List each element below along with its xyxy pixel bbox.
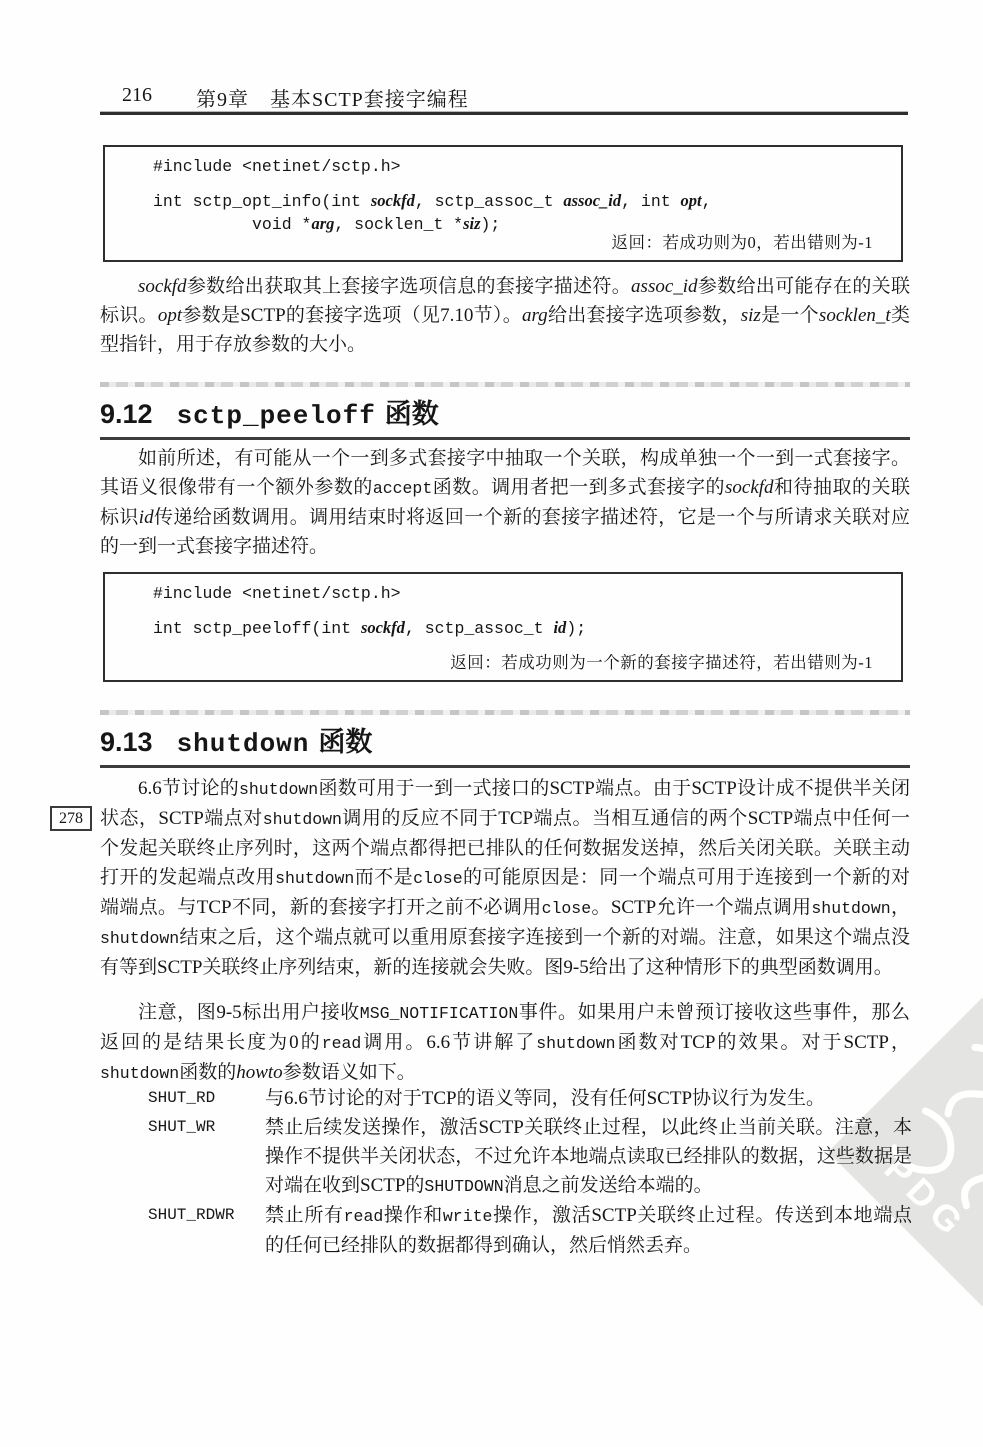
code-line: [153, 178, 901, 190]
text-segment: read: [321, 1034, 362, 1053]
text-segment: , int: [621, 192, 681, 211]
text-segment: siz: [740, 305, 761, 326]
text-segment: 参数是SCTP的套接字选项（见7.10节）。: [182, 305, 522, 326]
text-segment: sockfd: [360, 618, 405, 637]
text-segment: 参数语义如下。: [282, 1062, 416, 1083]
section-title-cn: 函数: [318, 727, 373, 757]
text-segment: opt: [157, 305, 183, 326]
text-segment: id: [553, 618, 567, 637]
text-segment: shutdown: [536, 1034, 616, 1053]
definition-text: [265, 1113, 912, 1201]
text-segment: arg: [311, 214, 335, 233]
return-note: 返回：若成功则为0，若出错则为-1: [611, 233, 873, 252]
heading-underline: [100, 765, 910, 768]
text-segment: 禁止所有: [265, 1205, 344, 1226]
sctp-peeloff-prototype-box: [103, 572, 903, 682]
text-segment: 函数对TCP的效果。对于SCTP，: [615, 1032, 910, 1053]
text-segment: 函数。调用者把一到多式套接字的: [432, 477, 726, 498]
text-segment: 和待抽取的关联标识: [100, 477, 910, 528]
text-segment: 事件。如果用户未曾预订接收这些事件，那么返回的是结果长度为0的: [100, 1002, 910, 1053]
text-segment: 是一个: [760, 305, 819, 326]
text-segment: arg: [521, 305, 548, 326]
text-segment: 类型指针，用于存放参数的大小。: [100, 305, 910, 355]
definition-term: SHUT_WR: [148, 1118, 216, 1136]
section-heading-9-12: [100, 382, 910, 440]
text-segment: socklen_t: [818, 305, 891, 326]
code-line: [153, 617, 901, 640]
code-line: [153, 156, 901, 178]
text-segment: 传递给函数调用。调用结束时将返回一个新的套接字描述符，它是一个与所请求关联对应的一到一式套接字描述符。: [100, 507, 910, 557]
text-segment: 结束之后，这个端点就可以重用原套接字连接到一个新的对端。注意，如果这个端点没有等到SCTP关联终止序列结束，新的连接就会失败。图9-5给出了这种情形下的典型函数调用。: [100, 927, 910, 978]
text-segment: assoc_id: [631, 276, 698, 297]
text-segment: , sctp_assoc_t: [414, 192, 564, 211]
text-segment: 调用的反应不同于TCP端点。当相互通信的两个SCTP端点中任何一个发起关联终止序列时，这两个端点都得把已排队的任何数据发送掉，然后关闭关联。关联主动打开的发起端点改用: [100, 808, 910, 888]
paragraph-sctp-opt-info: [100, 272, 910, 359]
return-note: 返回：若成功则为一个新的套接字描述符，若出错则为-1: [450, 653, 873, 672]
text-segment: assoc_id: [563, 191, 622, 210]
text-segment: 操作，激活SCTP关联终止过程。传送到本地端点的任何已经排队的数据都得到确认，然后悄然丢弃。: [265, 1205, 912, 1256]
text-segment: 。SCTP允许一个端点调用: [591, 897, 812, 918]
definition-term: SHUT_RDWR: [148, 1206, 235, 1224]
text-segment: shutdown: [275, 869, 355, 888]
section-title-code: shutdown: [176, 729, 310, 759]
section-number: 9.12: [100, 399, 153, 429]
text-segment: 6.6节讨论的: [138, 778, 239, 799]
definition-row: [148, 1084, 912, 1113]
text-segment: ，: [890, 897, 910, 918]
text-segment: 参数给出获取其上套接字选项信息的套接字描述符。: [186, 276, 632, 297]
text-segment: 函数可用于一到一式接口的SCTP端点。由于SCTP设计成不提供半关闭状态，SCTP端点对: [100, 778, 910, 829]
text-segment: shutdown: [811, 899, 891, 918]
text-segment: 调用。6.6节讲解了: [361, 1032, 537, 1053]
chapter-title: 第9章 基本SCTP套接字编程: [196, 89, 469, 111]
text-segment: 操作和: [383, 1205, 443, 1226]
code-line: [153, 190, 901, 213]
heading-underline: [100, 437, 910, 440]
text-segment: 参数给出可能存在的关联标识。: [100, 276, 910, 326]
sctp-opt-info-prototype-box: [103, 145, 903, 262]
text-segment: 消息之前发送给本端的。: [503, 1175, 713, 1196]
text-segment: sockfd: [138, 276, 187, 297]
section-title-code: sctp_peeloff: [176, 401, 376, 431]
paragraph-shutdown-1: [100, 774, 910, 982]
text-segment: #include <netinet/sctp.h>: [153, 584, 401, 603]
original-page-marker: 278: [50, 806, 92, 831]
code-listing: [105, 147, 901, 236]
text-segment: int sctp_opt_info(int: [153, 192, 371, 211]
definition-text: [265, 1201, 912, 1260]
text-segment: , sctp_assoc_t: [404, 619, 554, 638]
definition-text: [265, 1084, 912, 1113]
text-segment: write: [442, 1207, 493, 1226]
definition-row: [148, 1201, 912, 1260]
howto-definition-list: [148, 1084, 912, 1260]
definition-term: SHUT_RD: [148, 1089, 216, 1107]
text-segment: #include <netinet/sctp.h>: [153, 157, 401, 176]
section-number: 9.13: [100, 727, 153, 757]
text-segment: 函数的: [179, 1062, 237, 1083]
section-title-cn: 函数: [384, 399, 439, 429]
paragraph-sctp-peeloff: [100, 444, 910, 561]
text-segment: 给出套接字选项参数，: [547, 305, 741, 326]
watermark-label: PDG: [876, 1147, 976, 1247]
text-segment: 的可能原因是：同一个端点可用于连接到一个新的对端端点。与TCP不同，新的套接字打开之前不必调用: [100, 867, 910, 918]
text-segment: void *: [153, 215, 312, 234]
paragraph-shutdown-2: [100, 998, 910, 1088]
header-rule: [100, 111, 908, 115]
text-segment: shutdown: [262, 810, 342, 829]
text-segment: shutdown: [239, 780, 319, 799]
text-segment: );: [566, 619, 587, 638]
text-segment: siz: [463, 214, 481, 233]
text-segment: id: [138, 507, 154, 528]
text-segment: sockfd: [725, 477, 774, 498]
text-segment: MSG_NOTIFICATION: [359, 1004, 519, 1023]
code-line: [153, 605, 901, 617]
text-segment: , socklen_t *: [334, 215, 464, 234]
text-segment: opt: [680, 191, 702, 210]
text-segment: howto: [236, 1062, 283, 1083]
text-segment: shutdown: [100, 929, 180, 948]
text-segment: close: [413, 869, 463, 888]
text-segment: SHUTDOWN: [424, 1177, 504, 1196]
text-segment: close: [541, 899, 592, 918]
text-segment: 注意，图9-5标出用户接收: [138, 1002, 360, 1023]
text-segment: sockfd: [370, 191, 415, 210]
text-segment: 与6.6节讨论的对于TCP的语义等同，没有任何SCTP协议行为发生。: [265, 1088, 826, 1109]
text-segment: 如前所述，有可能从一个一到多式套接字中抽取一个关联，构成单独一个一到一式套接字。其语义很像带有一个额外参数的: [100, 448, 910, 498]
text-segment: ,: [701, 192, 712, 211]
code-listing: [105, 574, 901, 640]
definition-row: [148, 1113, 912, 1201]
code-line: [153, 583, 901, 605]
text-segment: int sctp_peeloff(int: [153, 619, 361, 638]
text-segment: accept: [372, 479, 433, 498]
text-segment: 禁止后续发送操作，激活SCTP关联终止过程，以此终止当前关联。注意，本操作不提供半关闭状态，不过允许本地端点读取已经排队的数据，这些数据是对端在收到SCTP的: [265, 1117, 912, 1196]
text-segment: );: [480, 215, 501, 234]
section-heading-9-13: [100, 710, 910, 768]
text-segment: read: [343, 1207, 384, 1226]
text-segment: 而不是: [354, 867, 414, 888]
page-number: 216: [122, 84, 152, 106]
text-segment: shutdown: [100, 1064, 180, 1083]
